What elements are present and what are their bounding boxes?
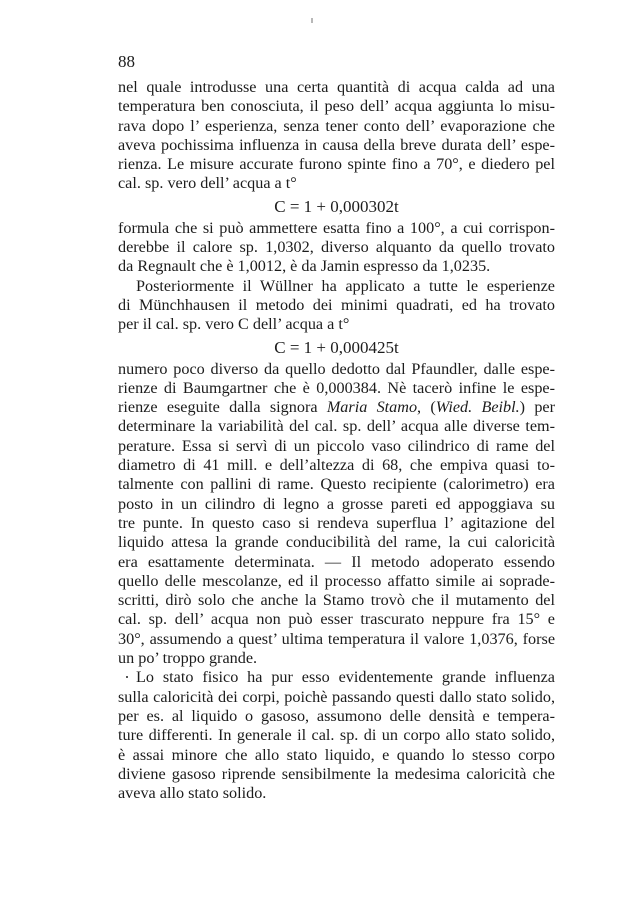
text-line: ture differenti. In generale il cal. sp. di un corpo allo stato solido, [118,726,555,745]
text-line: rienza. Le misure accurate furono spinte fino a 70°, e diedero pel [118,155,555,174]
body-text [118,78,555,803]
text-line: per es. al liquido o gasoso, assumono delle densità e tempera- [118,706,555,725]
text-line: talmente con pallini di rame. Questo recipiente (calorimetro) era [118,475,555,494]
text-line: 30°, assumendo a quest’ ultima temperatura il valore 1,0376, forse [118,629,555,648]
text-line: è assai minore che allo stato liquido, e quando lo stesso corpo [118,745,555,764]
print-speck [126,676,128,678]
formula-line: C = 1 + 0,000302t [274,196,399,216]
italic-name: Maria Stamo [326,398,418,417]
text-line: derebbe il calore sp. 1,0302, diverso alquanto da quello trovato [118,238,555,257]
text-line: rienze di Baumgartner che è 0,000384. Nè tacerò infine le espe- [118,378,555,397]
text-line: diametro di 41 mill. e dell’altezza di 68, che empiva quasi to- [118,456,555,475]
italic-name: Wied. Beibl. [435,398,520,417]
paragraph-first-line: Lo stato fisico ha pur esso evidentemente grande influenza [136,668,555,687]
paragraph-last-line: un po’ troppo grande. [118,649,258,668]
print-mark [311,18,313,23]
text-line: quello delle mescolanze, ed il processo affatto simile ai soprade- [118,571,555,590]
text-line: era esattamente determinata. — Il metodo adoperato essendo [118,552,555,571]
formula-line: C = 1 + 0,000425t [274,337,399,357]
text-line: temperatura ben conosciuta, il peso dell’ acqua aggiunta lo misu- [118,97,555,116]
page-number: 88 [118,52,135,71]
text-line: nel quale introdusse una certa quantità di acqua calda ad una [118,78,555,96]
paragraph-last-line: da Regnault che è 1,0012, è da Jamin espresso da 1,0235. [118,257,491,276]
paragraph-last-line: cal. sp. vero dell’ acqua a t° [118,174,297,193]
paragraph-first-line: Posteriormente il Wüllner ha applicato a tutte le esperienze [136,276,555,295]
text-line: formula che si può ammettere esatta fino a 100°, a cui corrispon- [118,218,555,237]
text-line: diviene gasoso riprende sensibilmente la medesima caloricità che [118,764,555,783]
paragraph-last-line: aveva allo stato solido. [118,784,267,803]
text-line: scritti, dirò solo che anche la Stamo trovò che il mutamento del [118,591,555,610]
text-line: di Münchhausen il metodo dei minimi quadrati, ed ha trovato [118,295,555,314]
text-line: numero poco diverso da quello dedotto dal Pfaundler, dalle espe- [118,359,555,378]
text-line: posto in un cilindro di legno a grosse pareti ed appoggiava su [118,494,555,513]
text-line: determinare la variabilità del cal. sp. dell’ acqua alle diverse tem- [118,417,555,436]
text-line: aveva pochissima influenza in causa della breve durata dell’ espe- [118,135,555,154]
text-line: sulla caloricità dei corpi, poichè passando questi dallo stato solido, [118,687,555,706]
text-line: tre punte. In questo caso si rendeva superflua l’ agitazione del [118,513,555,532]
text-line: cal. sp. dell’ acqua non può esser trascurato neppure fra 15° e [118,610,555,629]
paragraph-last-line: per il cal. sp. vero C dell’ acqua a t° [118,315,350,334]
text-line: rava dopo l’ esperienza, senza tener conto dell’ evaporazione che [118,116,555,135]
text-line: liquido attesa la grande conducibilità del rame, la cui caloricità [118,533,555,552]
text-line: perature. Essa si servì di un piccolo vaso cilindrico di rame del [118,436,555,455]
text-line: rienze eseguite dalla signora Maria Stamo, (Wied. Beibl.) per [118,398,555,417]
